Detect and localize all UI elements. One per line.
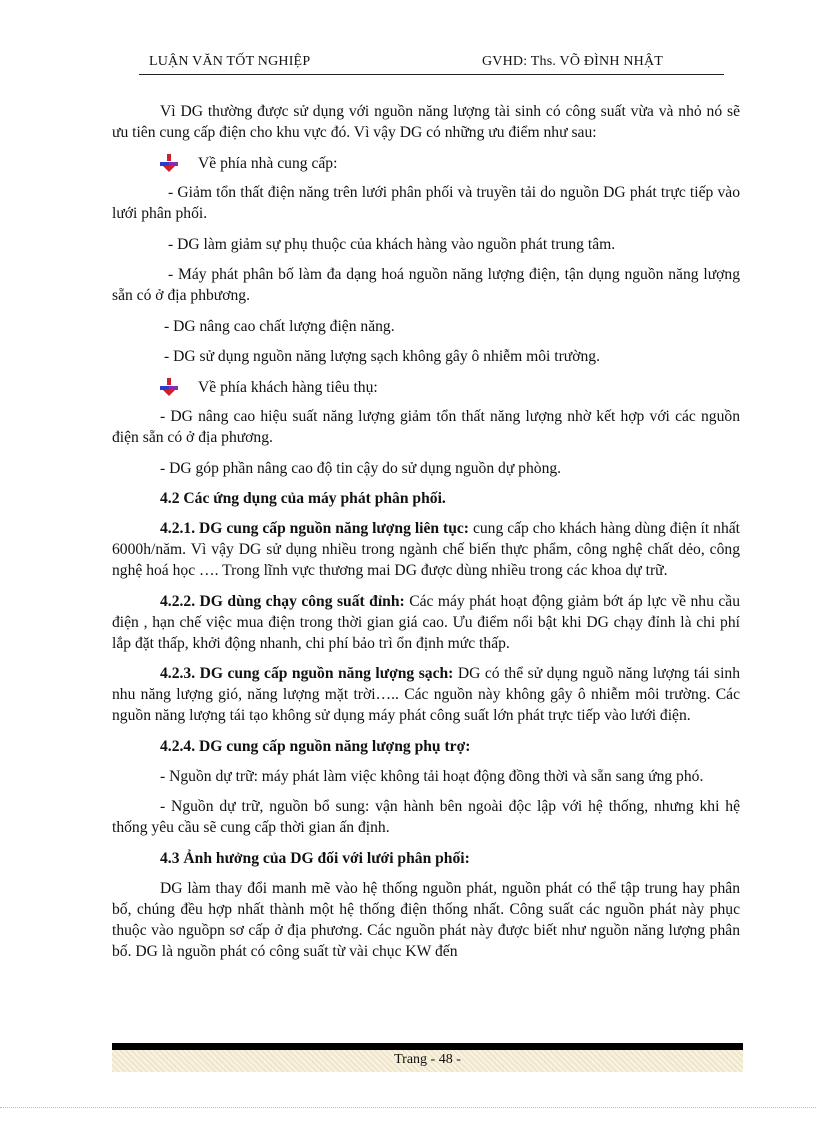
document-body: [112, 101, 740, 962]
supplier-item: - Giảm tổn thất điện năng trên lưới phân phối và truyền tải do nguồn DG phát trực tiếp vào lưới phân phối.: [112, 184, 740, 222]
subsection-title: 4.2.1. DG cung cấp nguồn năng lượng liên tục:: [160, 520, 470, 537]
supplier-item: - DG làm giảm sự phụ thuộc của khách hàng vào nguồn phát trung tâm.: [168, 235, 616, 253]
subsection-text: DG có thể sử dụng nguồ năng lượng tái sinh nhu năng lượng gió, năng lượng mặt trời….. Các nguồn này không gây ô nhiễm môi trường. Các nguồn năng lượng tái tạo không sử dụng máy phát công suất lớn phát trực tiếp vào lưới điện.: [112, 665, 740, 724]
subsection-title: 4.2.3. DG cung cấp nguồn năng lượng sạch:: [160, 665, 454, 682]
footer-rule: [112, 1043, 743, 1050]
customer-item: - DG góp phần nâng cao độ tin cậy do sử dụng nguồn dự phòng.: [160, 459, 562, 477]
bullet-arrow-icon: [160, 378, 178, 396]
subsection-text: cung cấp cho khách hàng dùng điện ít nhất 6000h/năm. Vì vậy DG sử dụng nhiều trong ngành chế biến thực phẩm, công nghệ chất dẻo, công nghệ hoá học …. Trong lĩnh vực thương mai DG được dùng nhiều trong các khoa dự trữ.: [112, 520, 740, 579]
subsection-4-2-2: [112, 591, 740, 654]
bullet-arrow-icon: [160, 154, 178, 172]
aux-item: - Nguồn dự trữ, nguồn bổ sung: vận hành bên ngoài độc lập với hệ thống, nhưng khi hệ thống yêu cầu sẽ cung cấp thời gian ấn định.: [112, 798, 740, 836]
supplier-item: - DG nâng cao chất lượng điện năng.: [164, 317, 395, 335]
intro-paragraph: Vì DG thường được sử dụng với nguồn năng lượng tài sinh có công suất vừa và nhỏ nó sẽ ưu tiên cung cấp điện cho khu vực đó. Vì vậy DG có những ưu điểm như sau:: [112, 103, 740, 141]
section-heading-4-3: 4.3 Ảnh hưởng của DG đối với lưới phân phối:: [160, 849, 470, 867]
header-advisor: GVHD: Ths. VÕ ĐÌNH NHẬT: [482, 54, 664, 69]
section-heading-4-2: 4.2 Các ứng dụng của máy phát phân phối.: [160, 490, 446, 507]
customer-heading-row: [112, 377, 740, 398]
header-thesis-title: LUẬN VĂN TỐT NGHIỆP: [149, 54, 311, 69]
subsection-4-2-4-title: 4.2.4. DG cung cấp nguồn năng lượng phụ trợ:: [160, 737, 471, 755]
subsection-4-2-1: [112, 518, 740, 581]
subsection-text: Các máy phát hoạt động giảm bớt áp lực về nhu cầu điện , hạn chế việc mua điện trong thời gian giá cao. Ưu điểm nổi bật khi DG chạy đỉnh là chi phí lắp đặt thấp, khởi động nhanh, chi phí bảo trì ổn định mức thấp.: [112, 592, 740, 652]
subsection-title: 4.2.2. DG dùng chạy công suất đỉnh:: [160, 592, 405, 610]
supplier-heading-row: [112, 153, 740, 174]
section-4-3-paragraph: DG làm thay đổi manh mẽ vào hệ thống nguồn phát, nguồn phát có thể tập trung hay phân bố, chúng đều hợp nhất thành một hệ thống điện thống nhất. Công suất các nguồn phát này phục thuộc vào nguồpn sơ cấp ở địa phương. Các nguồn phát này được biết như nguồn năng lượng phân bố. DG là nguồn phát có công suất từ vài chục KW đến: [112, 879, 740, 960]
customer-item: - DG nâng cao hiệu suất năng lượng giảm tổn thất năng lượng nhờ kết hợp với các nguồn điện sẵn có ở địa phương.: [112, 408, 740, 446]
supplier-heading: Về phía nhà cung cấp:: [198, 154, 338, 172]
supplier-item: - Máy phát phân bố làm đa dạng hoá nguồn năng lượng điện, tận dụng nguồn năng lượng sẵn có ở địa phbương.: [112, 266, 740, 304]
customer-heading: Về phía khách hàng tiêu thụ:: [198, 378, 378, 396]
page-header: [139, 52, 724, 75]
supplier-item: - DG sử dụng nguồn năng lượng sạch không gây ô nhiễm môi trường.: [164, 348, 600, 365]
subsection-4-2-3: [112, 663, 740, 726]
aux-item: - Nguồn dự trữ: máy phát làm việc không tải hoạt động đồng thời và sẵn sang ứng phó.: [160, 767, 704, 785]
page-bottom-divider: [0, 1107, 816, 1108]
page-number: Trang - 48 -: [394, 1052, 461, 1067]
page-footer: [112, 1050, 743, 1072]
